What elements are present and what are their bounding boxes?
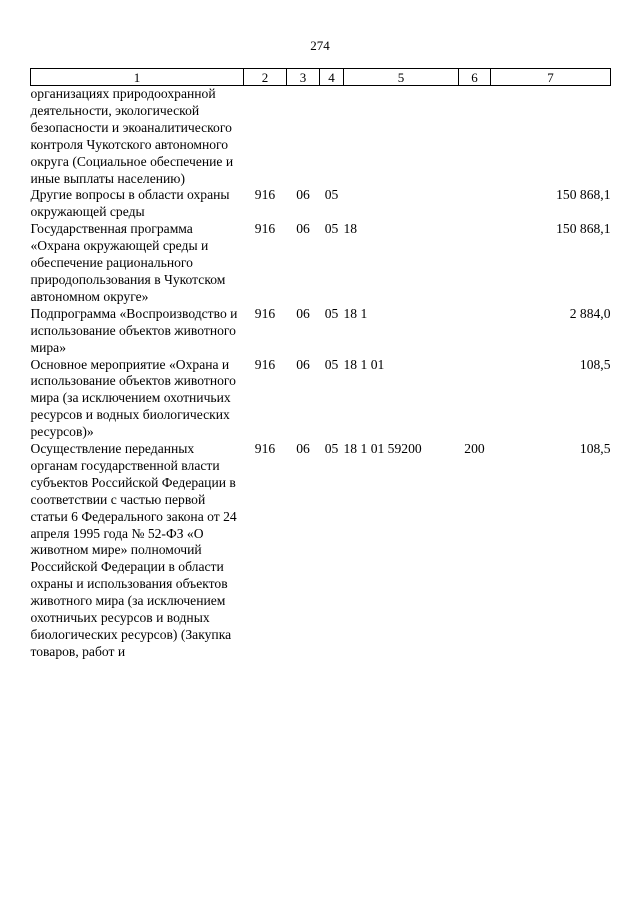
subsection-code: 05	[324, 221, 339, 237]
target-article-code: 18 1 01 59200	[343, 441, 422, 457]
item-name: Государственная программа «Охрана окружающей среды и обеспечение рационального природопользования в Чукотском автономном округе»	[30, 221, 226, 304]
amount: 150 868,1	[556, 187, 611, 203]
section-code: 06	[296, 356, 310, 372]
grbs-code: 916	[254, 356, 276, 372]
expense-type-code	[459, 187, 491, 221]
target-article-code: 18	[343, 221, 358, 237]
target-article-code	[344, 86, 459, 188]
item-name: Осуществление переданных органам государственной власти субъектов Российской Федерации в соответствии с частью первой статьи 6 Федерального закона от 24 апреля 1995 года № 52-ФЗ «О животном мире» полномочий Российской Федерации в области охраны и использования объектов животного мира (за исключением охотничьих ресурсов и водных биологических ресурсов) (Закупка товаров, работ и	[30, 441, 237, 659]
page-number: 274	[310, 38, 330, 53]
table-row	[31, 86, 611, 188]
expense-type-code	[459, 357, 491, 442]
table-row	[31, 221, 611, 306]
section-code: 06	[296, 441, 310, 457]
target-article-code: 18 1 01	[343, 356, 385, 372]
target-article-code: 18 1	[343, 305, 368, 321]
section-code: 06	[296, 221, 310, 237]
section-code: 06	[296, 187, 310, 203]
column-header: 5	[344, 69, 459, 86]
table-row	[31, 306, 611, 357]
amount	[491, 86, 611, 188]
amount: 108,5	[579, 356, 611, 372]
column-header: 4	[320, 69, 344, 86]
amount: 2 884,0	[569, 305, 611, 321]
grbs-code: 916	[254, 187, 276, 203]
table-row	[31, 357, 611, 442]
grbs-code: 916	[254, 221, 276, 237]
grbs-code: 916	[254, 305, 276, 321]
table-header-row	[31, 69, 611, 86]
item-name: Подпрограмма «Воспроизводство и использование объектов животного мира»	[30, 305, 238, 355]
amount: 108,5	[579, 441, 611, 457]
item-name: Другие вопросы в области охраны окружающей среды	[30, 187, 230, 220]
grbs-code: 916	[254, 441, 276, 457]
subsection-code: 05	[324, 356, 339, 372]
expense-type-code	[459, 221, 491, 306]
budget-table	[30, 68, 611, 661]
column-header: 6	[459, 69, 491, 86]
section-code: 06	[296, 305, 310, 321]
table-row	[31, 441, 611, 661]
item-name: Основное мероприятие «Охрана и использование объектов животного мира (за исключением охотничьих ресурсов и водных биологических ресурсов)»	[30, 356, 236, 440]
subsection-code: 05	[324, 441, 339, 457]
amount: 150 868,1	[556, 221, 611, 237]
target-article-code	[344, 187, 459, 221]
subsection-code: 05	[324, 305, 339, 321]
column-header: 7	[491, 69, 611, 86]
item-name: организациях природоохранной деятельности, экологической безопасности и экоаналитического контроля Чукотского автономного округа (Социальное обеспечение и иные выплаты населению)	[30, 86, 234, 186]
subsection-code	[320, 86, 344, 188]
expense-type-code	[459, 86, 491, 188]
column-header: 2	[244, 69, 287, 86]
grbs-code	[244, 86, 287, 188]
section-code	[287, 86, 320, 188]
table-row	[31, 187, 611, 221]
column-header: 3	[287, 69, 320, 86]
subsection-code: 05	[324, 187, 339, 203]
expense-type-code	[459, 306, 491, 357]
expense-type-code: 200	[464, 441, 485, 457]
column-header: 1	[31, 69, 244, 86]
